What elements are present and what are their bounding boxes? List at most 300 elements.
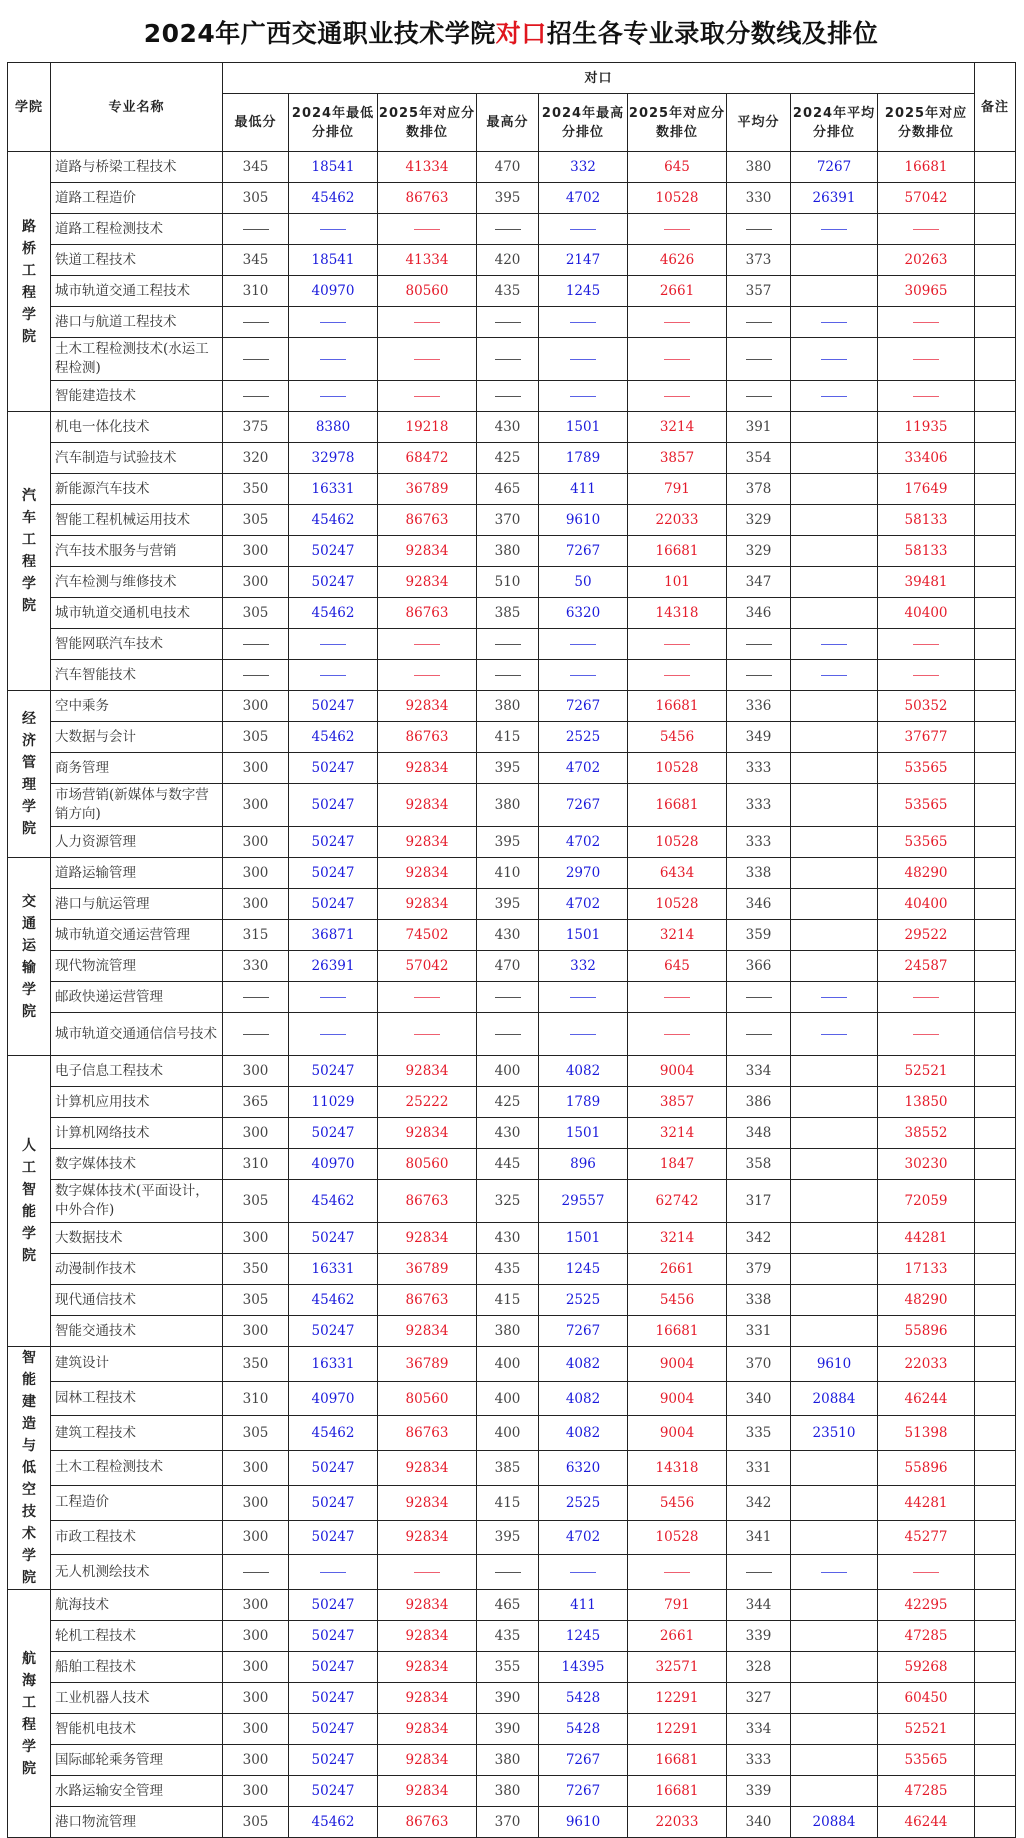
score-cell: 350	[223, 474, 289, 505]
note-cell	[975, 1621, 1016, 1652]
note-cell	[975, 1381, 1016, 1416]
score-cell	[539, 629, 628, 660]
score-cell: 50247	[289, 1520, 378, 1555]
score-cell	[628, 1555, 727, 1590]
score-cell: 86763	[378, 1285, 477, 1316]
header-group: 对口	[223, 63, 975, 94]
score-cell	[628, 214, 727, 245]
empty-dash	[913, 1034, 939, 1035]
score-cell: 378	[727, 474, 791, 505]
score-cell: 330	[727, 183, 791, 214]
score-cell: 380	[477, 536, 539, 567]
score-cell: 310	[223, 276, 289, 307]
empty-dash	[746, 359, 772, 360]
empty-dash	[570, 997, 596, 998]
score-cell	[791, 412, 878, 443]
note-cell	[975, 1520, 1016, 1555]
score-cell: 50247	[289, 753, 378, 784]
table-row	[8, 1013, 1016, 1056]
note-cell	[975, 1485, 1016, 1520]
major-name: 道路运输管理	[51, 858, 223, 889]
score-cell	[628, 629, 727, 660]
major-name: 城市轨道交通通信信号技术	[51, 1013, 223, 1056]
note-cell	[975, 1451, 1016, 1486]
major-name: 智能建造技术	[51, 381, 223, 412]
score-cell	[539, 381, 628, 412]
major-name: 航海技术	[51, 1590, 223, 1621]
score-cell: 45462	[289, 1416, 378, 1451]
major-name: 计算机应用技术	[51, 1087, 223, 1118]
table-row	[8, 951, 1016, 982]
score-cell: 4702	[539, 889, 628, 920]
score-cell	[791, 784, 878, 827]
score-cell: 357	[727, 276, 791, 307]
table-row	[8, 1254, 1016, 1285]
table-row	[8, 858, 1016, 889]
score-cell: 92834	[378, 753, 477, 784]
score-cell	[791, 753, 878, 784]
score-cell: 645	[628, 951, 727, 982]
score-cell: 50247	[289, 1056, 378, 1087]
score-cell: 4082	[539, 1056, 628, 1087]
table-row	[8, 753, 1016, 784]
table-row	[8, 1621, 1016, 1652]
score-cell: 380	[477, 1776, 539, 1807]
empty-dash	[570, 396, 596, 397]
major-name: 工程造价	[51, 1485, 223, 1520]
score-cell: 51398	[878, 1416, 975, 1451]
score-cell	[791, 889, 878, 920]
score-cell: 300	[223, 1056, 289, 1087]
major-name: 商务管理	[51, 753, 223, 784]
score-cell: 470	[477, 152, 539, 183]
score-cell: 45462	[289, 1180, 378, 1223]
empty-dash	[746, 644, 772, 645]
score-cell: 16681	[878, 152, 975, 183]
major-name: 机电一体化技术	[51, 412, 223, 443]
score-cell: 29522	[878, 920, 975, 951]
score-cell: 57042	[378, 951, 477, 982]
score-cell: 300	[223, 1520, 289, 1555]
empty-dash	[570, 359, 596, 360]
score-cell: 355	[477, 1652, 539, 1683]
score-cell: 45462	[289, 722, 378, 753]
score-cell: 32978	[289, 443, 378, 474]
score-cell: 36871	[289, 920, 378, 951]
score-cell: 305	[223, 1180, 289, 1223]
college-label: 航海工程学院	[22, 1650, 36, 1777]
score-cell: 2147	[539, 245, 628, 276]
score-cell	[791, 338, 878, 381]
score-cell: 14395	[539, 1652, 628, 1683]
major-name: 工业机器人技术	[51, 1683, 223, 1714]
score-cell	[791, 536, 878, 567]
score-cell	[539, 1013, 628, 1056]
score-cell	[628, 660, 727, 691]
empty-dash	[664, 997, 690, 998]
score-cell: 39481	[878, 567, 975, 598]
note-cell	[975, 536, 1016, 567]
score-cell: 4702	[539, 827, 628, 858]
score-cell: 325	[477, 1180, 539, 1223]
score-cell: 1245	[539, 1621, 628, 1652]
score-cell: 16331	[289, 474, 378, 505]
score-cell: 50247	[289, 889, 378, 920]
note-cell	[975, 1416, 1016, 1451]
score-cell: 40970	[289, 1381, 378, 1416]
score-cell: 6320	[539, 1451, 628, 1486]
score-cell	[477, 1555, 539, 1590]
score-cell: 1245	[539, 276, 628, 307]
score-cell	[727, 381, 791, 412]
score-cell	[791, 1451, 878, 1486]
score-cell	[727, 214, 791, 245]
score-cell: 358	[727, 1149, 791, 1180]
note-cell	[975, 722, 1016, 753]
score-cell: 9610	[791, 1347, 878, 1382]
score-cell	[791, 1254, 878, 1285]
score-cell: 300	[223, 827, 289, 858]
table-row	[8, 1807, 1016, 1838]
score-cell	[289, 660, 378, 691]
college-name	[8, 1590, 51, 1838]
empty-dash	[243, 396, 269, 397]
score-cell: 14318	[628, 598, 727, 629]
score-cell: 92834	[378, 1683, 477, 1714]
score-cell	[477, 982, 539, 1013]
table-row	[8, 307, 1016, 338]
major-name: 人力资源管理	[51, 827, 223, 858]
note-cell	[975, 381, 1016, 412]
score-cell: 45277	[878, 1520, 975, 1555]
score-cell: 333	[727, 784, 791, 827]
college-name	[8, 1347, 51, 1590]
page-title	[7, 8, 1015, 60]
note-cell	[975, 276, 1016, 307]
header-column: 最高分	[477, 94, 539, 152]
score-cell: 80560	[378, 276, 477, 307]
score-cell: 300	[223, 691, 289, 722]
score-cell: 40400	[878, 889, 975, 920]
score-cell: 25222	[378, 1087, 477, 1118]
table-row	[8, 1285, 1016, 1316]
table-row	[8, 1087, 1016, 1118]
score-cell: 86763	[378, 722, 477, 753]
score-cell: 16681	[628, 691, 727, 722]
score-cell: 86763	[378, 1807, 477, 1838]
table-row	[8, 1347, 1016, 1382]
header-note: 备注	[975, 63, 1016, 152]
note-cell	[975, 1180, 1016, 1223]
empty-dash	[664, 359, 690, 360]
note-cell	[975, 338, 1016, 381]
score-cell: 92834	[378, 1118, 477, 1149]
score-cell	[878, 982, 975, 1013]
college-label: 智能建造与低空技术学院	[22, 1350, 36, 1586]
score-cell: 2525	[539, 722, 628, 753]
score-cell	[539, 214, 628, 245]
score-cell: 32571	[628, 1652, 727, 1683]
empty-dash	[320, 322, 346, 323]
score-cell: 334	[727, 1714, 791, 1745]
score-cell: 300	[223, 567, 289, 598]
table-row	[8, 1745, 1016, 1776]
table-row	[8, 1416, 1016, 1451]
score-cell: 50247	[289, 1316, 378, 1347]
header-college: 学院	[8, 63, 51, 152]
score-cell: 430	[477, 1223, 539, 1254]
table-row	[8, 152, 1016, 183]
table-row	[8, 1223, 1016, 1254]
score-cell: 333	[727, 753, 791, 784]
score-cell: 40400	[878, 598, 975, 629]
header-column: 最低分	[223, 94, 289, 152]
major-name: 轮机工程技术	[51, 1621, 223, 1652]
score-cell	[791, 1087, 878, 1118]
table-row	[8, 1056, 1016, 1087]
score-cell	[791, 567, 878, 598]
empty-dash	[414, 997, 440, 998]
score-cell	[628, 982, 727, 1013]
table-row	[8, 889, 1016, 920]
note-cell	[975, 1776, 1016, 1807]
score-cell: 10528	[628, 753, 727, 784]
score-cell: 92834	[378, 1316, 477, 1347]
score-cell: 348	[727, 1118, 791, 1149]
score-cell: 9004	[628, 1056, 727, 1087]
score-cell: 22033	[628, 1807, 727, 1838]
score-cell: 50247	[289, 1776, 378, 1807]
score-cell	[378, 214, 477, 245]
empty-dash	[570, 322, 596, 323]
score-cell	[289, 1013, 378, 1056]
score-cell	[223, 629, 289, 660]
major-name: 现代物流管理	[51, 951, 223, 982]
score-cell: 645	[628, 152, 727, 183]
score-cell: 46244	[878, 1381, 975, 1416]
score-cell	[791, 598, 878, 629]
score-cell: 4702	[539, 1520, 628, 1555]
score-cell: 50247	[289, 536, 378, 567]
score-cell: 58133	[878, 505, 975, 536]
score-cell: 339	[727, 1776, 791, 1807]
score-cell: 92834	[378, 1590, 477, 1621]
score-cell	[727, 1013, 791, 1056]
score-cell	[223, 1013, 289, 1056]
score-cell: 45462	[289, 1807, 378, 1838]
score-cell: 92834	[378, 567, 477, 598]
score-cell: 1501	[539, 1118, 628, 1149]
score-cell: 300	[223, 1223, 289, 1254]
college-label: 经济管理学院	[22, 711, 36, 837]
note-cell	[975, 1149, 1016, 1180]
note-cell	[975, 982, 1016, 1013]
score-cell: 92834	[378, 691, 477, 722]
note-cell	[975, 827, 1016, 858]
score-cell: 390	[477, 1714, 539, 1745]
score-cell: 395	[477, 1520, 539, 1555]
note-cell	[975, 1254, 1016, 1285]
empty-dash	[821, 1572, 847, 1573]
empty-dash	[414, 396, 440, 397]
score-cell: 12291	[628, 1714, 727, 1745]
score-cell: 7267	[539, 784, 628, 827]
score-cell: 380	[477, 691, 539, 722]
score-cell	[878, 629, 975, 660]
score-cell	[223, 381, 289, 412]
table-row	[8, 691, 1016, 722]
major-name: 港口物流管理	[51, 1807, 223, 1838]
score-cell: 38552	[878, 1118, 975, 1149]
score-cell	[791, 1223, 878, 1254]
score-cell: 7267	[539, 1776, 628, 1807]
header-column: 平均分	[727, 94, 791, 152]
major-name: 空中乘务	[51, 691, 223, 722]
score-cell: 400	[477, 1416, 539, 1451]
score-cell: 7267	[791, 152, 878, 183]
score-cell	[727, 629, 791, 660]
score-cell: 18541	[289, 245, 378, 276]
table-row	[8, 982, 1016, 1013]
major-name: 邮政快递运营管理	[51, 982, 223, 1013]
college-name	[8, 412, 51, 691]
table-row	[8, 722, 1016, 753]
score-cell: 29557	[539, 1180, 628, 1223]
score-cell: 430	[477, 920, 539, 951]
note-cell	[975, 152, 1016, 183]
note-cell	[975, 598, 1016, 629]
score-cell: 80560	[378, 1381, 477, 1416]
score-cell: 92834	[378, 1451, 477, 1486]
score-cell	[791, 276, 878, 307]
table-row	[8, 505, 1016, 536]
score-cell: 373	[727, 245, 791, 276]
score-cell: 300	[223, 1118, 289, 1149]
score-cell: 50247	[289, 827, 378, 858]
major-name: 建筑设计	[51, 1347, 223, 1382]
score-cell: 435	[477, 1621, 539, 1652]
empty-dash	[746, 675, 772, 676]
note-cell	[975, 1223, 1016, 1254]
college-name	[8, 152, 51, 412]
empty-dash	[746, 322, 772, 323]
score-cell: 53565	[878, 1745, 975, 1776]
empty-dash	[243, 675, 269, 676]
score-cell: 328	[727, 1652, 791, 1683]
major-name: 道路与桥梁工程技术	[51, 152, 223, 183]
note-cell	[975, 505, 1016, 536]
score-cell: 333	[727, 827, 791, 858]
score-cell	[791, 1056, 878, 1087]
empty-dash	[414, 229, 440, 230]
score-cell: 46244	[878, 1807, 975, 1838]
score-cell	[791, 1776, 878, 1807]
empty-dash	[414, 644, 440, 645]
table-row	[8, 338, 1016, 381]
score-cell: 465	[477, 1590, 539, 1621]
score-cell: 329	[727, 505, 791, 536]
major-name: 市场营销(新媒体与数字营销方向)	[51, 784, 223, 827]
title-highlight: 对口	[495, 19, 547, 48]
empty-dash	[570, 675, 596, 676]
empty-dash	[913, 229, 939, 230]
score-cell	[791, 982, 878, 1013]
score-cell	[878, 1013, 975, 1056]
score-cell: 2525	[539, 1485, 628, 1520]
score-cell: 16331	[289, 1347, 378, 1382]
score-cell: 92834	[378, 827, 477, 858]
table-row	[8, 1381, 1016, 1416]
score-cell	[539, 307, 628, 338]
major-name: 汽车制造与试验技术	[51, 443, 223, 474]
score-cell	[477, 660, 539, 691]
score-cell	[791, 443, 878, 474]
empty-dash	[570, 1034, 596, 1035]
score-cell	[378, 1555, 477, 1590]
empty-dash	[243, 229, 269, 230]
score-cell: 41334	[378, 152, 477, 183]
score-cell: 375	[223, 412, 289, 443]
score-cell	[378, 629, 477, 660]
major-name: 土木工程检测技术	[51, 1451, 223, 1486]
table-row	[8, 1714, 1016, 1745]
score-cell	[223, 307, 289, 338]
score-cell	[289, 1555, 378, 1590]
score-cell: 300	[223, 1714, 289, 1745]
score-cell: 3857	[628, 443, 727, 474]
score-cell	[878, 1555, 975, 1590]
score-cell: 354	[727, 443, 791, 474]
score-cell	[878, 338, 975, 381]
score-cell: 86763	[378, 183, 477, 214]
score-cell: 50247	[289, 1118, 378, 1149]
score-cell: 379	[727, 1254, 791, 1285]
score-cell: 390	[477, 1683, 539, 1714]
note-cell	[975, 1118, 1016, 1149]
score-cell: 305	[223, 183, 289, 214]
score-cell: 10528	[628, 827, 727, 858]
score-cell: 4082	[539, 1381, 628, 1416]
empty-dash	[320, 675, 346, 676]
score-cell	[791, 1485, 878, 1520]
score-cell: 92834	[378, 1223, 477, 1254]
score-cell: 55896	[878, 1451, 975, 1486]
score-cell: 370	[477, 505, 539, 536]
score-cell: 26391	[289, 951, 378, 982]
score-cell: 385	[477, 1451, 539, 1486]
score-cell: 345	[223, 152, 289, 183]
table-row	[8, 1180, 1016, 1223]
score-cell: 14318	[628, 1451, 727, 1486]
score-cell: 329	[727, 536, 791, 567]
score-cell: 344	[727, 1590, 791, 1621]
score-cell	[539, 1555, 628, 1590]
score-cell: 50247	[289, 1714, 378, 1745]
score-cell: 4626	[628, 245, 727, 276]
score-cell: 22033	[878, 1347, 975, 1382]
score-cell: 470	[477, 951, 539, 982]
major-name: 动漫制作技术	[51, 1254, 223, 1285]
major-name: 城市轨道交通工程技术	[51, 276, 223, 307]
empty-dash	[243, 997, 269, 998]
score-cell	[791, 214, 878, 245]
score-cell: 23510	[791, 1416, 878, 1451]
table-row	[8, 1316, 1016, 1347]
score-cell: 331	[727, 1316, 791, 1347]
score-cell: 41334	[378, 245, 477, 276]
score-cell	[878, 660, 975, 691]
note-cell	[975, 629, 1016, 660]
